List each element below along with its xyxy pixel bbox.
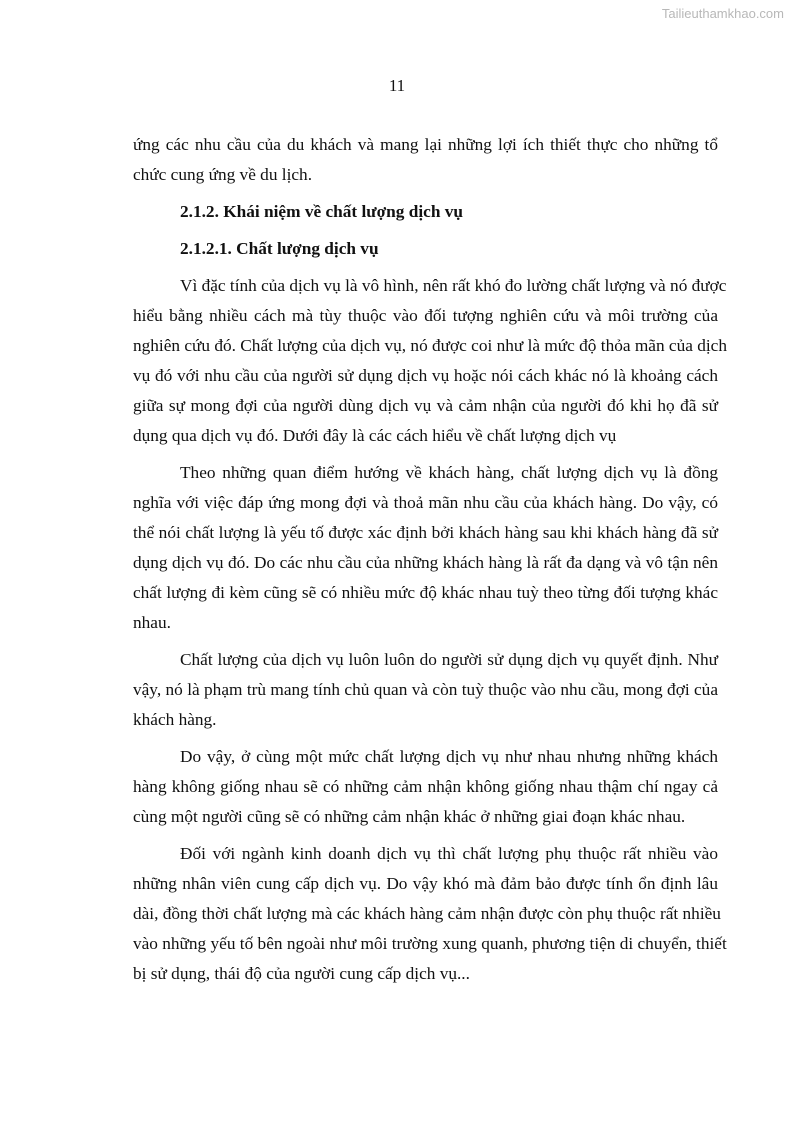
- text-line: nghĩa với việc đáp ứng mong đợi và thoả mãn nhu cầu của khách hàng. Do vậy, có: [133, 493, 718, 512]
- text-line: dụng dịch vụ đó. Do các nhu cầu của những khách hàng là rất đa dạng và vô tận nên: [133, 553, 718, 572]
- text-line: vào những yếu tố bên ngoài như môi trường xung quanh, phương tiện di chuyển, thiết: [133, 934, 727, 953]
- text-line: những nhân viên cung cấp dịch vụ. Do vậy khó mà đảm bảo được tính ổn định lâu: [133, 874, 718, 893]
- text-line: Theo những quan điểm hướng về khách hàng, chất lượng dịch vụ là đồng: [180, 463, 718, 482]
- paragraph: [133, 742, 718, 832]
- text-line: thể nói chất lượng là yếu tố được xác định bởi khách hàng sau khi khách hàng đã sử: [133, 523, 718, 542]
- paragraph: [133, 645, 718, 735]
- watermark: Tailieuthamkhao.com: [661, 6, 784, 21]
- paragraph: [133, 458, 718, 638]
- text-line: Vì đặc tính của dịch vụ là vô hình, nên rất khó đo lường chất lượng và nó được: [180, 276, 727, 295]
- text-line: nghiên cứu đó. Chất lượng của dịch vụ, nó được coi như là mức độ thỏa mãn của dịch: [133, 336, 727, 355]
- paragraph: [133, 839, 727, 989]
- text-line: chức cung ứng về du lịch.: [133, 165, 313, 184]
- text-line: khách hàng.: [133, 710, 217, 729]
- text-line: ứng các nhu cầu của du khách và mang lại những lợi ích thiết thực cho những tổ: [133, 135, 718, 154]
- text-line: Đối với ngành kinh doanh dịch vụ thì chất lượng phụ thuộc rất nhiều vào: [180, 844, 718, 863]
- text-line: vụ đó với nhu cầu của người sử dụng dịch vụ hoặc nói cách khác nó là khoảng cách: [133, 366, 718, 385]
- section-heading: 2.1.2. Khái niệm về chất lượng dịch vụ: [180, 202, 464, 221]
- text-line: hiểu bằng nhiều cách mà tùy thuộc vào đối tượng nghiên cứu và môi trường của: [133, 306, 718, 325]
- text-line: hàng không giống nhau sẽ có những cảm nhận không giống nhau thậm chí ngay cả: [133, 777, 718, 796]
- text-line: vậy, nó là phạm trù mang tính chủ quan và còn tuỳ thuộc vào nhu cầu, mong đợi của: [133, 680, 718, 699]
- text-line: chất lượng đi kèm cũng sẽ có nhiều mức độ khác nhau tuỳ theo từng đối tượng khác: [133, 583, 718, 602]
- text-line: Do vậy, ở cùng một mức chất lượng dịch vụ như nhau nhưng những khách: [180, 747, 718, 766]
- text-line: nhau.: [133, 613, 171, 632]
- text-line: dài, đồng thời chất lượng mà các khách hàng cảm nhận được còn phụ thuộc rất nhiều: [133, 904, 721, 923]
- text-line: dụng qua dịch vụ đó. Dưới đây là các cách hiểu về chất lượng dịch vụ: [133, 426, 617, 445]
- text-line: Chất lượng của dịch vụ luôn luôn do người sử dụng dịch vụ quyết định. Như: [180, 650, 718, 669]
- paragraph: [133, 130, 718, 190]
- text-line: bị sử dụng, thái độ của người cung cấp dịch vụ...: [133, 964, 470, 983]
- page-number: 11: [388, 76, 406, 95]
- section-heading: 2.1.2.1. Chất lượng dịch vụ: [180, 239, 379, 258]
- text-line: cùng một người cũng sẽ có những cảm nhận khác ở những giai đoạn khác nhau.: [133, 807, 686, 826]
- document-body: [133, 130, 727, 996]
- paragraph: [133, 271, 727, 451]
- text-line: giữa sự mong đợi của người dùng dịch vụ và cảm nhận của người đó khi họ đã sử: [133, 396, 718, 415]
